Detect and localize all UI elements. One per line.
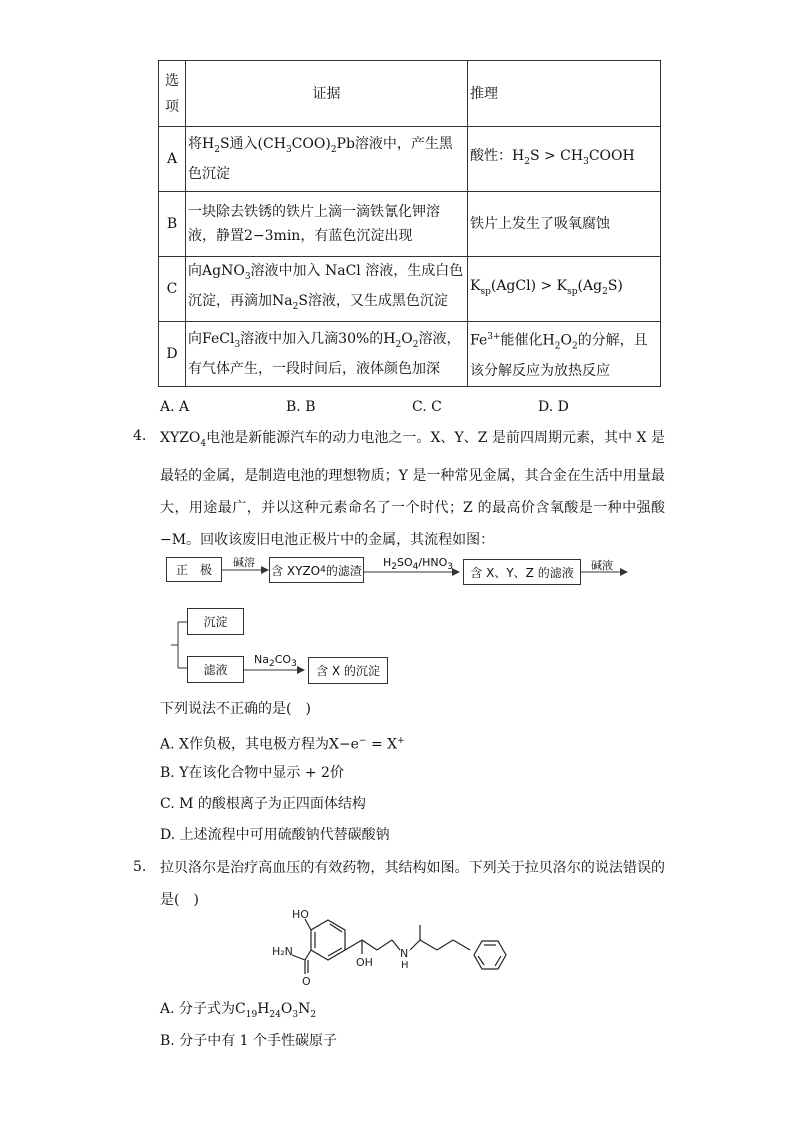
q4-choice-a: A. X作负极，其电极方程为X−e− = X+ [160, 736, 405, 753]
label-h2n: H₂N [272, 945, 293, 958]
table-row [159, 257, 661, 322]
flow-box-x-precipitate: 含 X 的沉淀 [308, 657, 388, 684]
table-header-row [159, 61, 661, 127]
row-inference: $K_{sp}(AgCl) > K_{sp}(Ag_2S)$ [468, 257, 661, 322]
flow-box-precipitate: 沉淀 [187, 608, 244, 635]
row-inference: 酸性：$H_2S$ > $CH_3COOH$ [468, 127, 661, 192]
table-row [159, 192, 661, 257]
header-evidence: 证据 [186, 61, 468, 127]
row-inference: $Fe^{3+}$能催化$H_2O_2$的分解，且该分解反应为放热反应 [468, 322, 661, 387]
row-evidence: 向AgNO$_3$溶液中加入 NaCl 溶液，生成白色沉淀，再滴加$Na_2S$溶液，又生成黑色沉淀 [186, 257, 468, 322]
flow-label-alkali: 碱溶 [233, 556, 255, 569]
flow-label-acid: $H_2SO_4/HNO_3$ [383, 556, 453, 573]
q5-number: 5. [133, 859, 147, 875]
label-o: O [302, 975, 311, 988]
flow-box-residue: 含 XYZO 4 的滤渣 [269, 557, 364, 583]
header-inference: 推理 [468, 61, 661, 127]
row-inference: 铁片上发生了吸氧腐蚀 [468, 192, 661, 257]
q4-question: 下列说法不正确的是( ) [160, 701, 311, 717]
label-ho: HO [292, 908, 309, 921]
flow-box-filtrate2: 滤液 [187, 656, 244, 683]
row-option: A [159, 127, 186, 192]
q3-choice-d: D. D [538, 399, 569, 415]
evidence-table [158, 60, 661, 387]
row-evidence: 向FeCl$_3$溶液中加入几滴30%的$H_2O_2$溶液，有气体产生，一段时间后，液体颜色加深 [186, 322, 468, 387]
label-n: N [400, 947, 409, 960]
q5-stem: 拉贝洛尔是治疗高血压的有效药物，其结构如图。下列关于拉贝洛尔的说法错误的是( ) [160, 860, 665, 908]
header-option: 选 项 [159, 61, 186, 127]
q4-choice-d: D. 上述流程中可用硫酸钠代替碳酸钠 [160, 827, 390, 843]
q3-choice-b: B. B [286, 399, 316, 415]
q5-choice-b: B. 分子中有 1 个手性碳原子 [160, 1033, 337, 1049]
label-oh: OH [356, 956, 373, 969]
row-option: C [159, 257, 186, 322]
q4-choice-b: B. Y在该化合物中显示 + 2价 [160, 765, 344, 781]
q5-choice-a: A. 分子式为$C_{19}H_{24}O_3N_2$ [160, 1001, 317, 1020]
q4-number: 4. [133, 428, 147, 444]
q3-choice-c: C. C [412, 399, 442, 415]
q4-choice-c: C. M 的酸根离子为正四面体结构 [160, 796, 366, 812]
row-evidence: 一块除去铁锈的铁片上滴一滴铁氰化钾溶液，静置2−3min，有蓝色沉淀出现 [186, 192, 468, 257]
table-row [159, 322, 661, 387]
flow-box-positive: 正 极 [166, 557, 222, 582]
flow-label-na2co3: $Na_2CO_3$ [254, 653, 297, 670]
label-h: H [401, 960, 409, 971]
q4-stem: $XYZO_4$电池是新能源汽车的动力电池之一。X、Y、Z 是前四周期元素，其中 X 是最轻的金属，是制造电池的理想物质；Y 是一种常见金属，其合金在生活中用量最大，用途最广，并以这种元素命名了一个时代；Z 的最高价含氧酸是一种中强酸−M。回收该废旧电池正极片中的金属，其流程如图： [160, 430, 665, 548]
row-option: B [159, 192, 186, 257]
flow-box-filtrate: 含 X、Y、Z 的滤液 [463, 559, 581, 585]
table-row [159, 127, 661, 192]
labetalol-structure [270, 905, 520, 990]
flow-label-base: 碱液 [591, 559, 613, 572]
q3-choice-a: A. A [160, 399, 190, 415]
row-option: D [159, 322, 186, 387]
row-evidence: 将$H_2S$通入$(CH_3COO)_2Pb$溶液中，产生黑色沉淀 [186, 127, 468, 192]
